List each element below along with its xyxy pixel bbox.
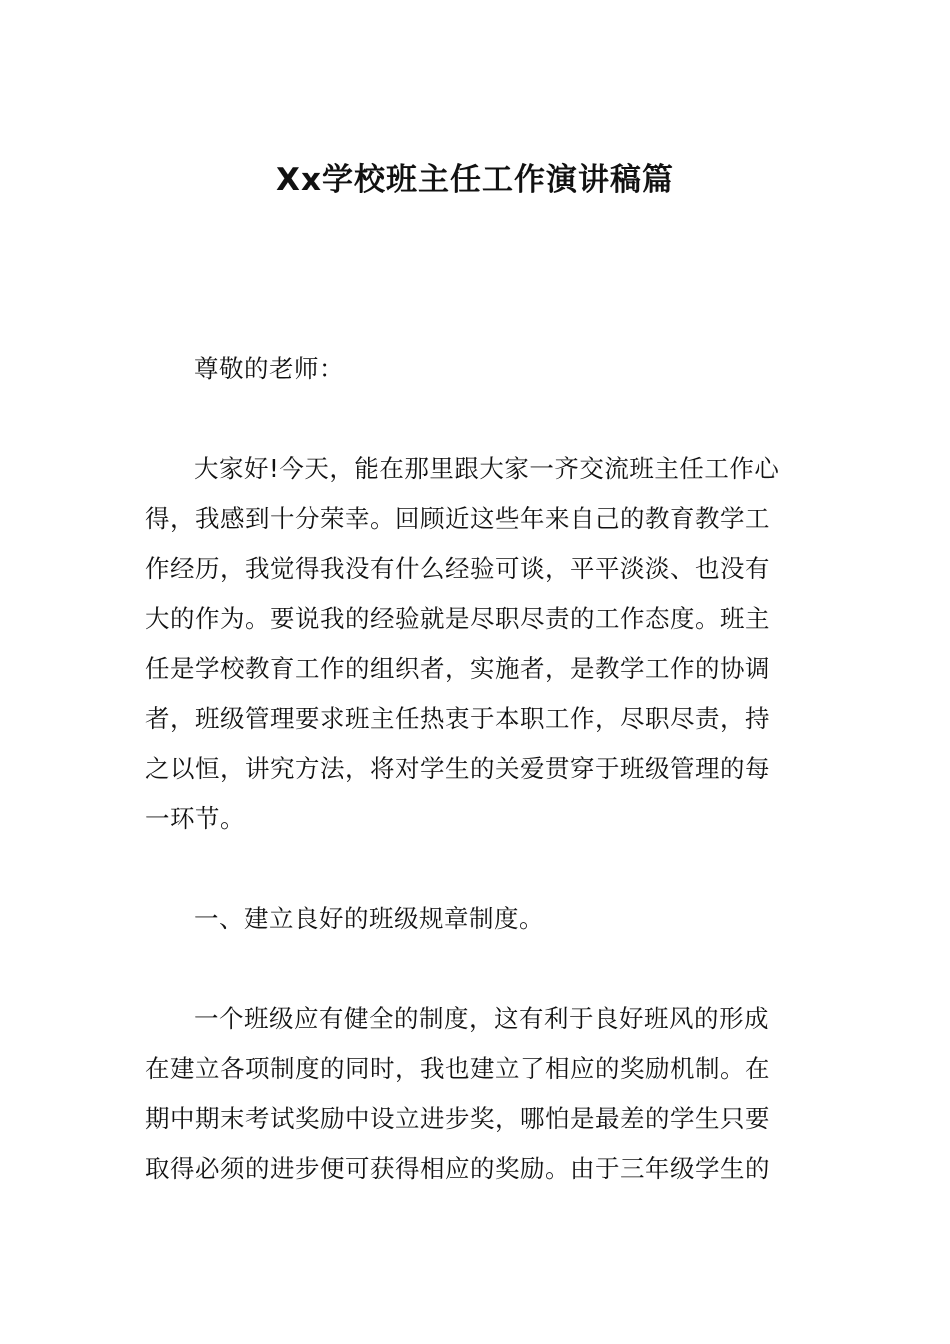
paragraph-line: 一个班级应有健全的制度，这有利于良好班风的形成 (194, 1004, 769, 1033)
salutation: 尊敬的老师： (194, 354, 344, 383)
paragraph-line: 任是学校教育工作的组织者，实施者，是教学工作的协调 (145, 654, 770, 683)
paragraph-line: 取得必须的进步便可获得相应的奖励。由于三年级学生的 (145, 1154, 770, 1183)
paragraph-line: 在建立各项制度的同时，我也建立了相应的奖励机制。在 (145, 1054, 770, 1083)
paragraph-line: 之以恒，讲究方法，将对学生的关爱贯穿于班级管理的每 (145, 754, 770, 783)
paragraph-line: 大家好!今天，能在那里跟大家一齐交流班主任工作心 (194, 454, 780, 483)
paragraph-line: 期中期末考试奖励中设立进步奖，哪怕是最差的学生只要 (145, 1104, 770, 1133)
paragraph-line: 一环节。 (145, 804, 245, 833)
document-title: Xx学校班主任工作演讲稿篇 (276, 162, 674, 198)
paragraph-rules (145, 994, 807, 1194)
paragraph-line: 作经历，我觉得我没有什么经验可谈，平平淡淡、也没有 (145, 554, 770, 583)
section-heading: 一、建立良好的班级规章制度。 (194, 904, 544, 933)
paragraph-line: 得，我感到十分荣幸。回顾近这些年来自己的教育教学工 (145, 504, 770, 533)
paragraph-intro (145, 444, 807, 844)
paragraph-line: 大的作为。要说我的经验就是尽职尽责的工作态度。班主 (145, 604, 770, 633)
paragraph-line: 者，班级管理要求班主任热衷于本职工作，尽职尽责，持 (145, 704, 770, 733)
